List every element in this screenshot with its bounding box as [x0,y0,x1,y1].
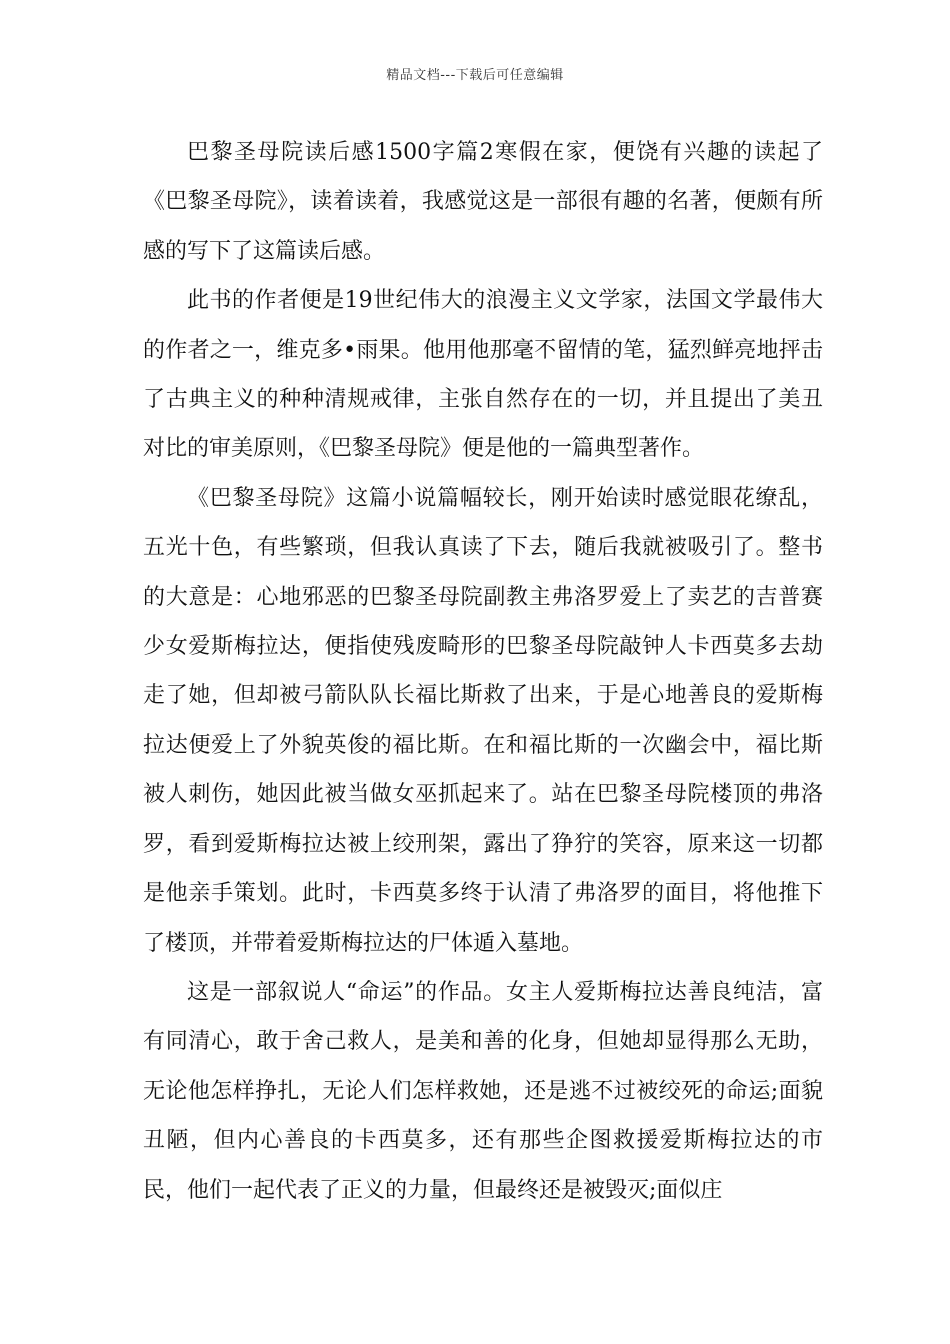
document-body [143,128,823,1215]
paragraph: 此书的作者便是19世纪伟大的浪漫主义文学家，法国文学最伟大的作者之一，维克多•雨果。他用他那毫不留情的笔，猛烈鲜亮地抨击了古典主义的种种清规戒律，主张自然存在的一切，并且提出了美丑对比的审美原则，《巴黎圣母院》便是他的一篇典型著作。 [143,288,823,462]
paragraph: 《巴黎圣母院》这篇小说篇幅较长，刚开始读时感觉眼花缭乱，五光十色，有些繁琐，但我认真读了下去，随后我就被吸引了。整书的大意是：心地邪恶的巴黎圣母院副教主弗洛罗爱上了卖艺的吉普赛少女爱斯梅拉达，便指使残废畸形的巴黎圣母院敲钟人卡西莫多去劫走了她，但却被弓箭队队长福比斯救了出来，于是心地善良的爱斯梅拉达便爱上了外貌英俊的福比斯。在和福比斯的一次幽会中，福比斯被人刺伤，她因此被当做女巫抓起来了。站在巴黎圣母院楼顶的弗洛罗，看到爱斯梅拉达被上绞刑架，露出了狰狞的笑容，原来这一切都是他亲手策划。此时，卡西莫多终于认清了弗洛罗的面目，将他推下了楼顶，并带着爱斯梅拉达的尸体遁入墓地。 [143,485,823,956]
paragraph: 巴黎圣母院读后感1500字篇2寒假在家，便饶有兴趣的读起了《巴黎圣母院》，读着读着，我感觉这是一部很有趣的名著，便颇有所感的写下了这篇读后感。 [143,140,823,264]
paragraph: 这是一部叙说人“命运”的作品。女主人爱斯梅拉达善良纯洁，富有同清心，敢于舍己救人，是美和善的化身，但她却显得那么无助，无论他怎样挣扎，无论人们怎样救她，还是逃不过被绞死的命运;面貌丑陋，但内心善良的卡西莫多，还有那些企图救援爱斯梅拉达的市民，他们一起代表了正义的力量，但最终还是被毁灭;面似庄 [143,979,823,1203]
page-header-watermark: 精品文档---下载后可任意编辑 [386,68,564,83]
